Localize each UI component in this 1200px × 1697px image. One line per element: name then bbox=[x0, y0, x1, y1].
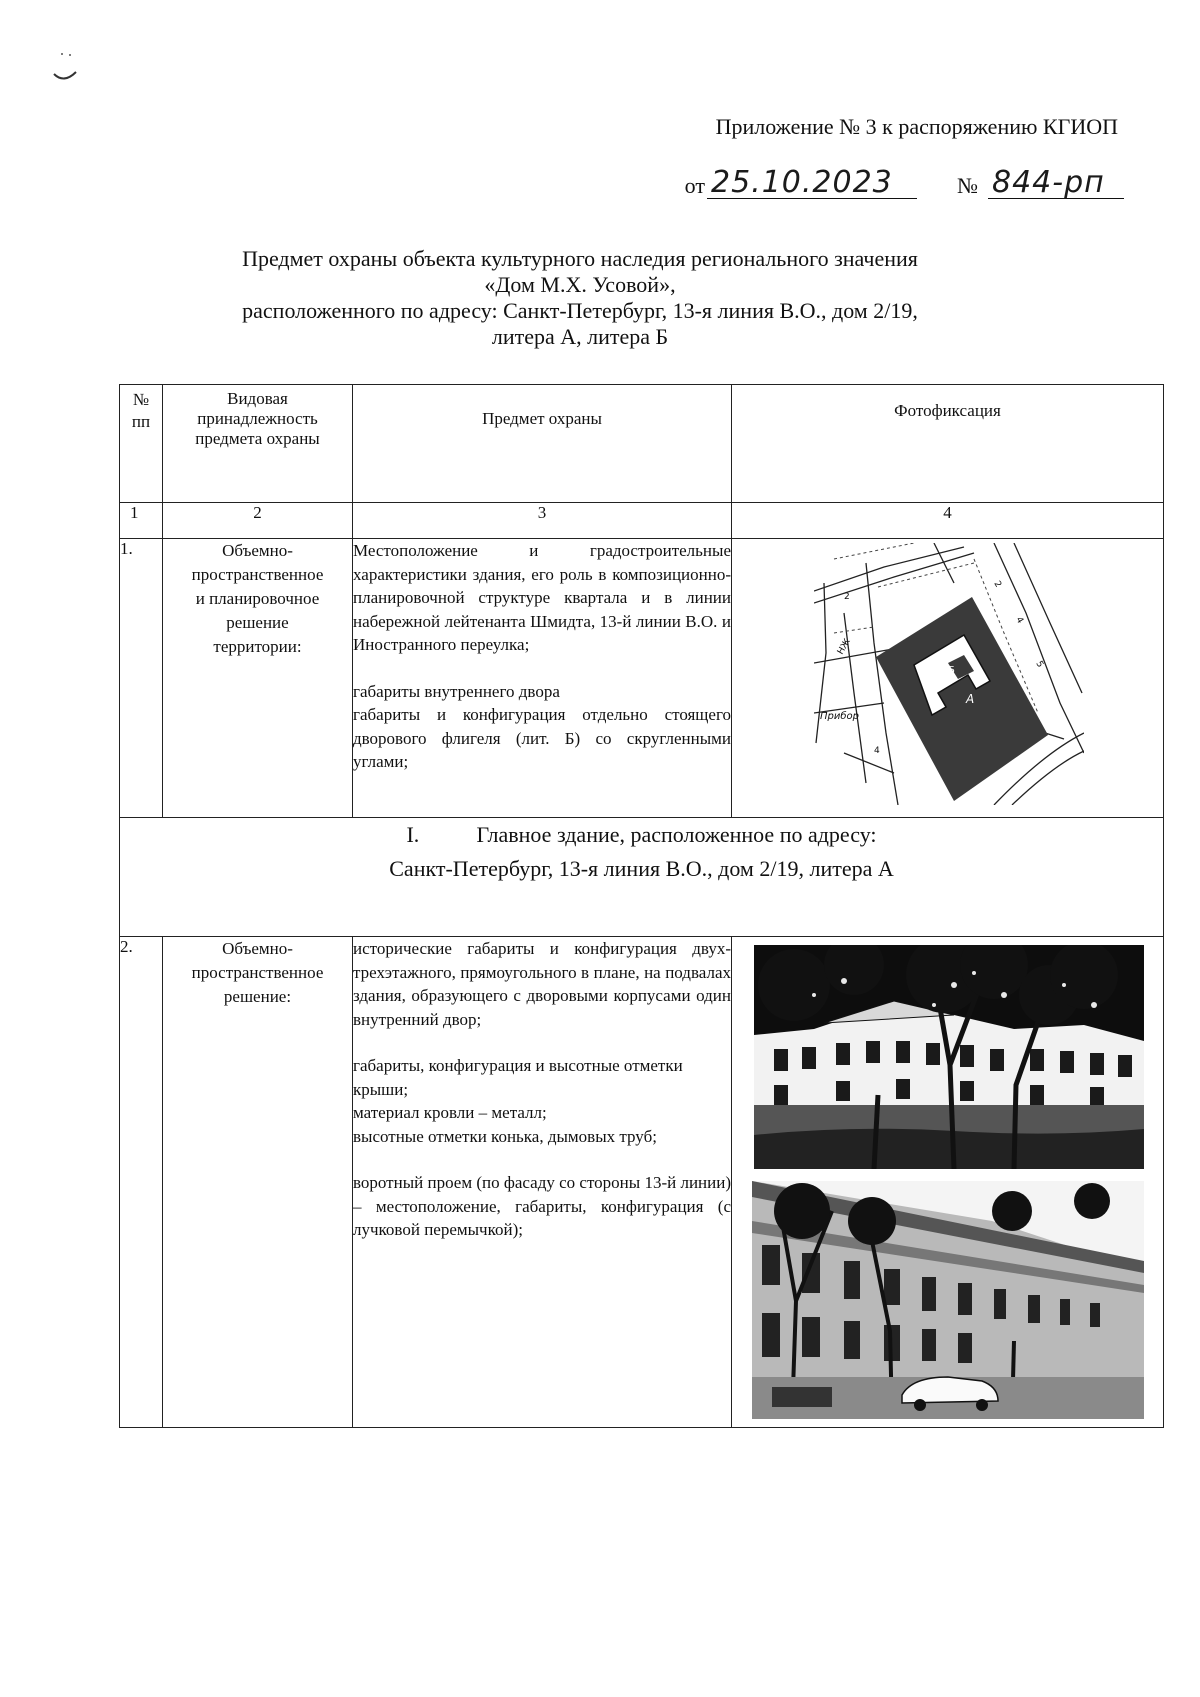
litera-b-label: Б bbox=[948, 665, 955, 676]
subject-paragraph: высотные отметки конька, дымовых труб; bbox=[353, 1126, 657, 1146]
pribor-label: Прибор bbox=[820, 711, 859, 722]
section-row bbox=[120, 818, 1164, 937]
svg-text:4: 4 bbox=[874, 746, 880, 756]
svg-text:2: 2 bbox=[844, 592, 850, 602]
number-prefix: № bbox=[957, 173, 978, 198]
nzh-label: НЖ bbox=[835, 637, 853, 657]
table-row bbox=[120, 539, 1164, 818]
appendix-caption: Приложение № 3 к распоряжению КГИОП bbox=[715, 114, 1118, 139]
subject-paragraph: исторические габариты и конфигурация двух-трехэтажного, прямоугольного в плане, на подвалах здания, образующего с дворовыми корпусами один внутренний двор; bbox=[353, 939, 731, 1029]
table-header-row bbox=[120, 385, 1164, 503]
header-photo: Фотофиксация bbox=[732, 385, 1164, 503]
svg-text:4: 4 bbox=[1013, 615, 1025, 626]
title-line-1: Предмет охраны объекта культурного наследия регионального значения bbox=[242, 246, 918, 271]
site-plan-map bbox=[814, 543, 1084, 805]
subject-paragraph: габариты внутреннего двора bbox=[353, 681, 560, 701]
row-subject bbox=[353, 539, 732, 818]
column-number-row bbox=[120, 503, 1164, 539]
svg-text:5: 5 bbox=[1033, 659, 1045, 670]
header-subject: Предмет охраны bbox=[353, 385, 732, 503]
svg-text:2: 2 bbox=[991, 579, 1003, 590]
scan-mark-icon bbox=[52, 48, 82, 88]
subject-paragraph: габариты, конфигурация и высотные отметки крыши; bbox=[353, 1056, 683, 1099]
row-photo bbox=[732, 539, 1164, 818]
row-kind: Объемно- пространственное решение: bbox=[163, 937, 353, 1428]
litera-a-label: А bbox=[966, 692, 975, 706]
date-prefix: от bbox=[684, 173, 705, 198]
row-photo bbox=[732, 937, 1164, 1428]
table-row bbox=[120, 937, 1164, 1428]
section-roman-numeral: I. bbox=[406, 822, 420, 847]
row-subject bbox=[353, 937, 732, 1428]
row-number: 2. bbox=[120, 937, 163, 1428]
subject-paragraph: Местоположение и градостроительные характеристики здания, его роль в композиционно-планировочной структуре квартала и в линии набережной лейтенанта Шмидта, 13-й линии В.О. и Иностранного переулка; bbox=[353, 541, 731, 654]
section-line-2: Санкт-Петербург, 13-я линия В.О., дом 2/19, литера А bbox=[389, 856, 894, 881]
column-number: 1 bbox=[120, 503, 163, 539]
subject-paragraph: воротный проем (по фасаду со стороны 13-й линии) – местоположение, габариты, конфигурация (с лучковой перемычкой); bbox=[353, 1173, 731, 1239]
order-number-handwritten: 844-рп bbox=[988, 168, 1124, 199]
title-line-2: «Дом М.Х. Усовой», bbox=[484, 272, 676, 297]
facade-photo-1 bbox=[754, 945, 1144, 1169]
section-heading bbox=[120, 818, 1164, 937]
title-line-4: литера А, литера Б bbox=[491, 324, 669, 349]
facade-photo-2 bbox=[752, 1181, 1144, 1419]
order-reference bbox=[684, 165, 1124, 200]
title-line-3: расположенного по адресу: Санкт-Петербург, 13-я линия В.О., дом 2/19, bbox=[242, 298, 918, 323]
subject-paragraph: материал кровли – металл; bbox=[353, 1103, 547, 1122]
order-date-handwritten: 25.10.2023 bbox=[707, 168, 917, 199]
row-kind: Объемно- пространственное и планировочное решение территории: bbox=[163, 539, 353, 818]
column-number: 2 bbox=[163, 503, 353, 539]
header-kind: Видовая принадлежность предмета охраны bbox=[163, 385, 353, 503]
protection-subject-table bbox=[119, 384, 1164, 1428]
column-number: 3 bbox=[353, 503, 732, 539]
header-number: № пп bbox=[120, 385, 163, 503]
subject-paragraph: габариты и конфигурация отдельно стоящего дворового флигеля (лит. Б) со скругленными углами; bbox=[353, 705, 731, 771]
document-title bbox=[140, 246, 1020, 350]
column-number: 4 bbox=[732, 503, 1164, 539]
section-line-1: Главное здание, расположенное по адресу: bbox=[476, 822, 877, 847]
row-number: 1. bbox=[120, 539, 163, 818]
